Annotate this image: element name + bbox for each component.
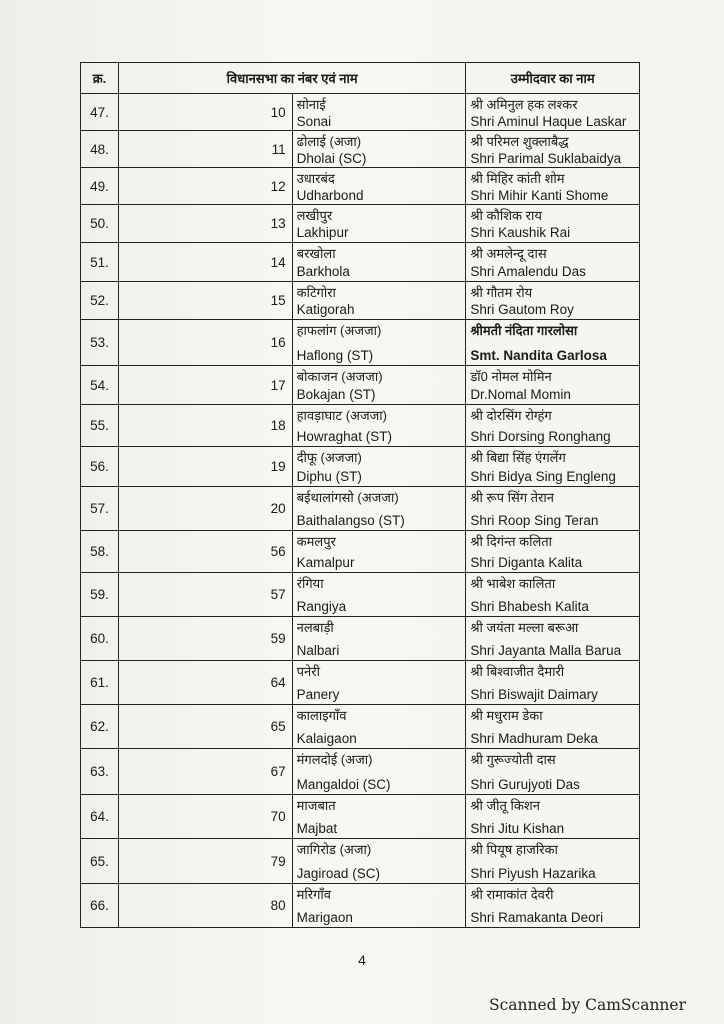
candidate-name-cell xyxy=(466,205,640,243)
constituency-number: 80 xyxy=(119,884,293,928)
serial-number: 63. xyxy=(81,749,119,795)
table-row xyxy=(81,884,640,928)
serial-number: 65. xyxy=(81,839,119,884)
constituency-name-hindi: हाफलांग (अजजा) xyxy=(296,323,382,338)
serial-number: 62. xyxy=(81,705,119,749)
constituency-name-hindi: कालाइगाँव xyxy=(296,708,347,723)
candidate-name-cell xyxy=(466,168,640,205)
table-row xyxy=(81,617,640,661)
constituency-name-english: Sonai xyxy=(296,113,332,129)
candidate-name-cell xyxy=(466,320,640,366)
candidate-name-cell xyxy=(466,617,640,661)
constituency-number: 18 xyxy=(119,405,293,447)
constituency-name-hindi: मंगलदोई (अजा) xyxy=(296,752,373,767)
constituency-name-hindi: कटिगोरा xyxy=(296,285,336,300)
constituency-name-english: Lakhipur xyxy=(296,225,349,240)
candidate-name-hindi: श्री भाबेश कालिता xyxy=(470,576,556,591)
table-row xyxy=(81,282,640,320)
candidate-name-hindi: श्री गुरूज्योती दास xyxy=(470,752,556,767)
candidate-name-cell xyxy=(466,94,640,131)
candidate-name-hindi: श्री रामाकांत देवरी xyxy=(470,887,554,902)
candidate-name-english: Dr.Nomal Momin xyxy=(470,387,571,402)
candidate-name-english: Shri Roop Sing Teran xyxy=(470,513,599,528)
constituency-name-english: Dholai (SC) xyxy=(296,150,367,166)
constituency-name-english: Marigaon xyxy=(296,910,353,925)
constituency-name-cell xyxy=(292,94,466,131)
constituency-number: 13 xyxy=(119,205,293,243)
serial-number: 49. xyxy=(81,168,119,205)
constituency-number: 79 xyxy=(119,839,293,884)
table-row xyxy=(81,795,640,839)
table-row xyxy=(81,839,640,884)
table-row xyxy=(81,487,640,531)
constituency-number: 15 xyxy=(119,282,293,320)
constituency-name-cell xyxy=(292,320,466,366)
candidate-name-english: Shri Biswajit Daimary xyxy=(470,687,598,702)
constituency-name-hindi: सोनाई xyxy=(296,97,326,112)
serial-number: 48. xyxy=(81,131,119,168)
constituency-number: 64 xyxy=(119,661,293,705)
constituency-name-cell xyxy=(292,447,466,487)
table-row xyxy=(81,131,640,168)
candidate-name-hindi: श्री जीतू किशन xyxy=(470,798,540,813)
serial-number: 58. xyxy=(81,531,119,573)
constituency-number: 14 xyxy=(119,243,293,282)
constituency-name-hindi: उधारबंद xyxy=(296,171,335,186)
constituency-name-cell xyxy=(292,617,466,661)
constituency-name-hindi: ढोलाई (अजा) xyxy=(296,134,362,149)
table-row xyxy=(81,320,640,366)
constituency-name-hindi: कमलपुर xyxy=(296,534,336,549)
constituency-name-english: Nalbari xyxy=(296,643,340,658)
constituency-number: 12 xyxy=(119,168,293,205)
candidate-header: उम्मीदवार का नाम xyxy=(466,63,640,94)
serial-number: 50. xyxy=(81,205,119,243)
constituency-number: 20 xyxy=(119,487,293,531)
constituency-name-english: Kalaigaon xyxy=(296,731,357,746)
serial-number: 53. xyxy=(81,320,119,366)
constituency-name-english: Panery xyxy=(296,687,340,702)
scanner-watermark: Scanned by CamScanner xyxy=(488,996,686,1014)
constituency-number: 11 xyxy=(119,131,293,168)
candidate-name-english: Smt. Nandita Garlosa xyxy=(470,348,607,363)
page-number: 4 xyxy=(358,952,366,968)
table-row xyxy=(81,705,640,749)
constituency-name-hindi: हावड़ाघाट (अजजा) xyxy=(296,408,387,423)
candidate-name-english: Shri Bhabesh Kalita xyxy=(470,599,589,614)
candidate-name-english: Shri Jayanta Malla Barua xyxy=(470,643,622,658)
constituency-number: 70 xyxy=(119,795,293,839)
candidate-name-cell xyxy=(466,573,640,617)
serial-number: 66. xyxy=(81,884,119,928)
constituency-name-hindi: नलबाड़ी xyxy=(296,620,334,635)
candidate-name-cell xyxy=(466,366,640,405)
constituency-header: विधानसभा का नंबर एवं नाम xyxy=(119,63,466,94)
candidate-name-cell xyxy=(466,282,640,320)
constituency-name-cell xyxy=(292,168,466,205)
constituency-name-cell xyxy=(292,282,466,320)
constituency-name-hindi: बोकाजन (अजजा) xyxy=(296,369,383,384)
constituency-name-english: Udharbond xyxy=(296,187,364,203)
serial-number: 57. xyxy=(81,487,119,531)
candidate-name-cell xyxy=(466,243,640,282)
table-row xyxy=(81,168,640,205)
constituency-name-hindi: लखीपुर xyxy=(296,208,333,223)
serial-number: 60. xyxy=(81,617,119,661)
table-row xyxy=(81,573,640,617)
constituency-name-cell xyxy=(292,531,466,573)
constituency-name-cell xyxy=(292,749,466,795)
constituency-number: 10 xyxy=(119,94,293,131)
constituency-name-english: Barkhola xyxy=(296,264,350,279)
constituency-number: 59 xyxy=(119,617,293,661)
candidate-name-hindi: श्री अमलेन्दू दास xyxy=(470,246,547,261)
table-row xyxy=(81,749,640,795)
constituency-name-hindi: माजबात xyxy=(296,798,336,813)
serial-number: 51. xyxy=(81,243,119,282)
constituency-name-cell xyxy=(292,487,466,531)
constituency-name-cell xyxy=(292,839,466,884)
candidate-name-hindi: श्री कौशिक राय xyxy=(470,208,542,223)
constituency-name-english: Diphu (ST) xyxy=(296,469,362,484)
constituency-number: 57 xyxy=(119,573,293,617)
constituency-name-english: Howraghat (ST) xyxy=(296,429,392,444)
table-row xyxy=(81,205,640,243)
table-row xyxy=(81,405,640,447)
constituency-name-english: Baithalangso (ST) xyxy=(296,513,405,528)
constituency-name-cell xyxy=(292,205,466,243)
candidate-name-cell xyxy=(466,531,640,573)
candidate-name-cell xyxy=(466,705,640,749)
constituency-number: 19 xyxy=(119,447,293,487)
constituency-name-english: Majbat xyxy=(296,821,338,836)
table-header-row xyxy=(81,63,640,94)
constituency-name-hindi: जागिरोड (अजा) xyxy=(296,842,372,857)
candidate-name-english: Shri Diganta Kalita xyxy=(470,555,583,570)
candidate-name-hindi: श्री गौतम रोय xyxy=(470,285,533,300)
candidate-name-hindi: श्री परिमल शुक्लाबैद्ध xyxy=(470,134,569,149)
candidate-name-english: Shri Gurujyoti Das xyxy=(470,777,580,792)
constituency-name-english: Jagiroad (SC) xyxy=(296,866,380,881)
table-row xyxy=(81,94,640,131)
constituency-name-english: Haflong (ST) xyxy=(296,348,374,363)
constituency-name-hindi: मरिगाँव xyxy=(296,887,332,902)
candidate-name-cell xyxy=(466,405,640,447)
constituency-name-english: Katigorah xyxy=(296,302,355,317)
candidate-name-english: Shri Parimal Suklabaidya xyxy=(470,150,622,166)
candidate-name-cell xyxy=(466,749,640,795)
constituency-name-hindi: रंगिया xyxy=(296,576,324,591)
candidate-name-cell xyxy=(466,131,640,168)
candidate-name-english: Shri Aminul Haque Laskar xyxy=(470,113,627,129)
serial-number: 47. xyxy=(81,94,119,131)
candidate-name-english: Shri Bidya Sing Engleng xyxy=(470,469,616,484)
constituency-name-cell xyxy=(292,131,466,168)
serial-number: 55. xyxy=(81,405,119,447)
candidate-name-cell xyxy=(466,795,640,839)
table-row xyxy=(81,447,640,487)
candidate-name-hindi: श्री बिद्या सिंह एंगलेंग xyxy=(470,450,566,465)
constituency-name-cell xyxy=(292,661,466,705)
serial-number: 61. xyxy=(81,661,119,705)
table-body xyxy=(81,94,640,928)
constituency-number: 16 xyxy=(119,320,293,366)
constituency-number: 17 xyxy=(119,366,293,405)
constituency-name-cell xyxy=(292,243,466,282)
candidate-name-cell xyxy=(466,487,640,531)
candidate-name-hindi: श्री मिहिर कांती शोम xyxy=(470,171,565,186)
table-row xyxy=(81,531,640,573)
serial-header: क्र. xyxy=(81,63,119,94)
candidate-name-hindi: श्री मधुराम डेका xyxy=(470,708,543,723)
candidate-name-cell xyxy=(466,839,640,884)
candidate-name-english: Shri Gautom Roy xyxy=(470,302,574,317)
candidate-name-english: Shri Mihir Kanti Shome xyxy=(470,187,609,203)
candidate-name-hindi: डॉ0 नोमल मोमिन xyxy=(470,369,552,384)
candidate-name-english: Shri Dorsing Ronghang xyxy=(470,429,611,444)
candidate-name-english: Shri Ramakanta Deori xyxy=(470,910,604,925)
constituency-name-cell xyxy=(292,705,466,749)
serial-number: 64. xyxy=(81,795,119,839)
candidate-name-hindi: श्री दोरसिंग रोग्हंग xyxy=(470,408,552,423)
constituency-number: 67 xyxy=(119,749,293,795)
constituency-name-english: Kamalpur xyxy=(296,555,355,570)
constituency-name-cell xyxy=(292,573,466,617)
candidate-name-english: Shri Piyush Hazarika xyxy=(470,866,596,881)
candidate-name-english: Shri Kaushik Rai xyxy=(470,225,571,240)
table-row xyxy=(81,366,640,405)
candidate-name-english: Shri Jitu Kishan xyxy=(470,821,565,836)
constituency-name-english: Rangiya xyxy=(296,599,347,614)
constituency-name-hindi: बरखोला xyxy=(296,246,336,261)
candidate-name-cell xyxy=(466,661,640,705)
constituency-name-english: Bokajan (ST) xyxy=(296,387,376,402)
constituency-name-cell xyxy=(292,405,466,447)
candidate-name-hindi: श्री अमिनुल हक लश्कर xyxy=(470,97,578,112)
candidate-name-hindi: श्री रूप सिंग तेरान xyxy=(470,490,554,505)
table-row xyxy=(81,243,640,282)
serial-number: 52. xyxy=(81,282,119,320)
candidate-table xyxy=(80,62,640,928)
candidate-name-hindi: श्रीमती नंदिता गारलोसा xyxy=(470,323,578,338)
serial-number: 54. xyxy=(81,366,119,405)
constituency-name-hindi: बईथालांगसो (अजजा) xyxy=(296,490,399,505)
constituency-name-cell xyxy=(292,795,466,839)
constituency-name-hindi: दीफू (अजजा) xyxy=(296,450,362,465)
constituency-name-english: Mangaldoi (SC) xyxy=(296,777,391,792)
candidate-name-english: Shri Madhuram Deka xyxy=(470,731,598,746)
candidate-name-hindi: श्री दिगंन्त कलिता xyxy=(470,534,553,549)
constituency-number: 65 xyxy=(119,705,293,749)
serial-number: 59. xyxy=(81,573,119,617)
candidate-name-english: Shri Amalendu Das xyxy=(470,264,586,279)
constituency-name-cell xyxy=(292,884,466,928)
candidate-name-hindi: श्री बिश्वाजीत दैमारी xyxy=(470,664,565,679)
constituency-number: 56 xyxy=(119,531,293,573)
candidate-name-hindi: श्री जयंता मल्ला बरूआ xyxy=(470,620,579,635)
candidate-name-cell xyxy=(466,447,640,487)
constituency-name-hindi: पनेरी xyxy=(296,664,320,679)
candidate-name-cell xyxy=(466,884,640,928)
table-row xyxy=(81,661,640,705)
serial-number: 56. xyxy=(81,447,119,487)
constituency-name-cell xyxy=(292,366,466,405)
candidate-name-hindi: श्री पियूष हाजरिका xyxy=(470,842,558,857)
